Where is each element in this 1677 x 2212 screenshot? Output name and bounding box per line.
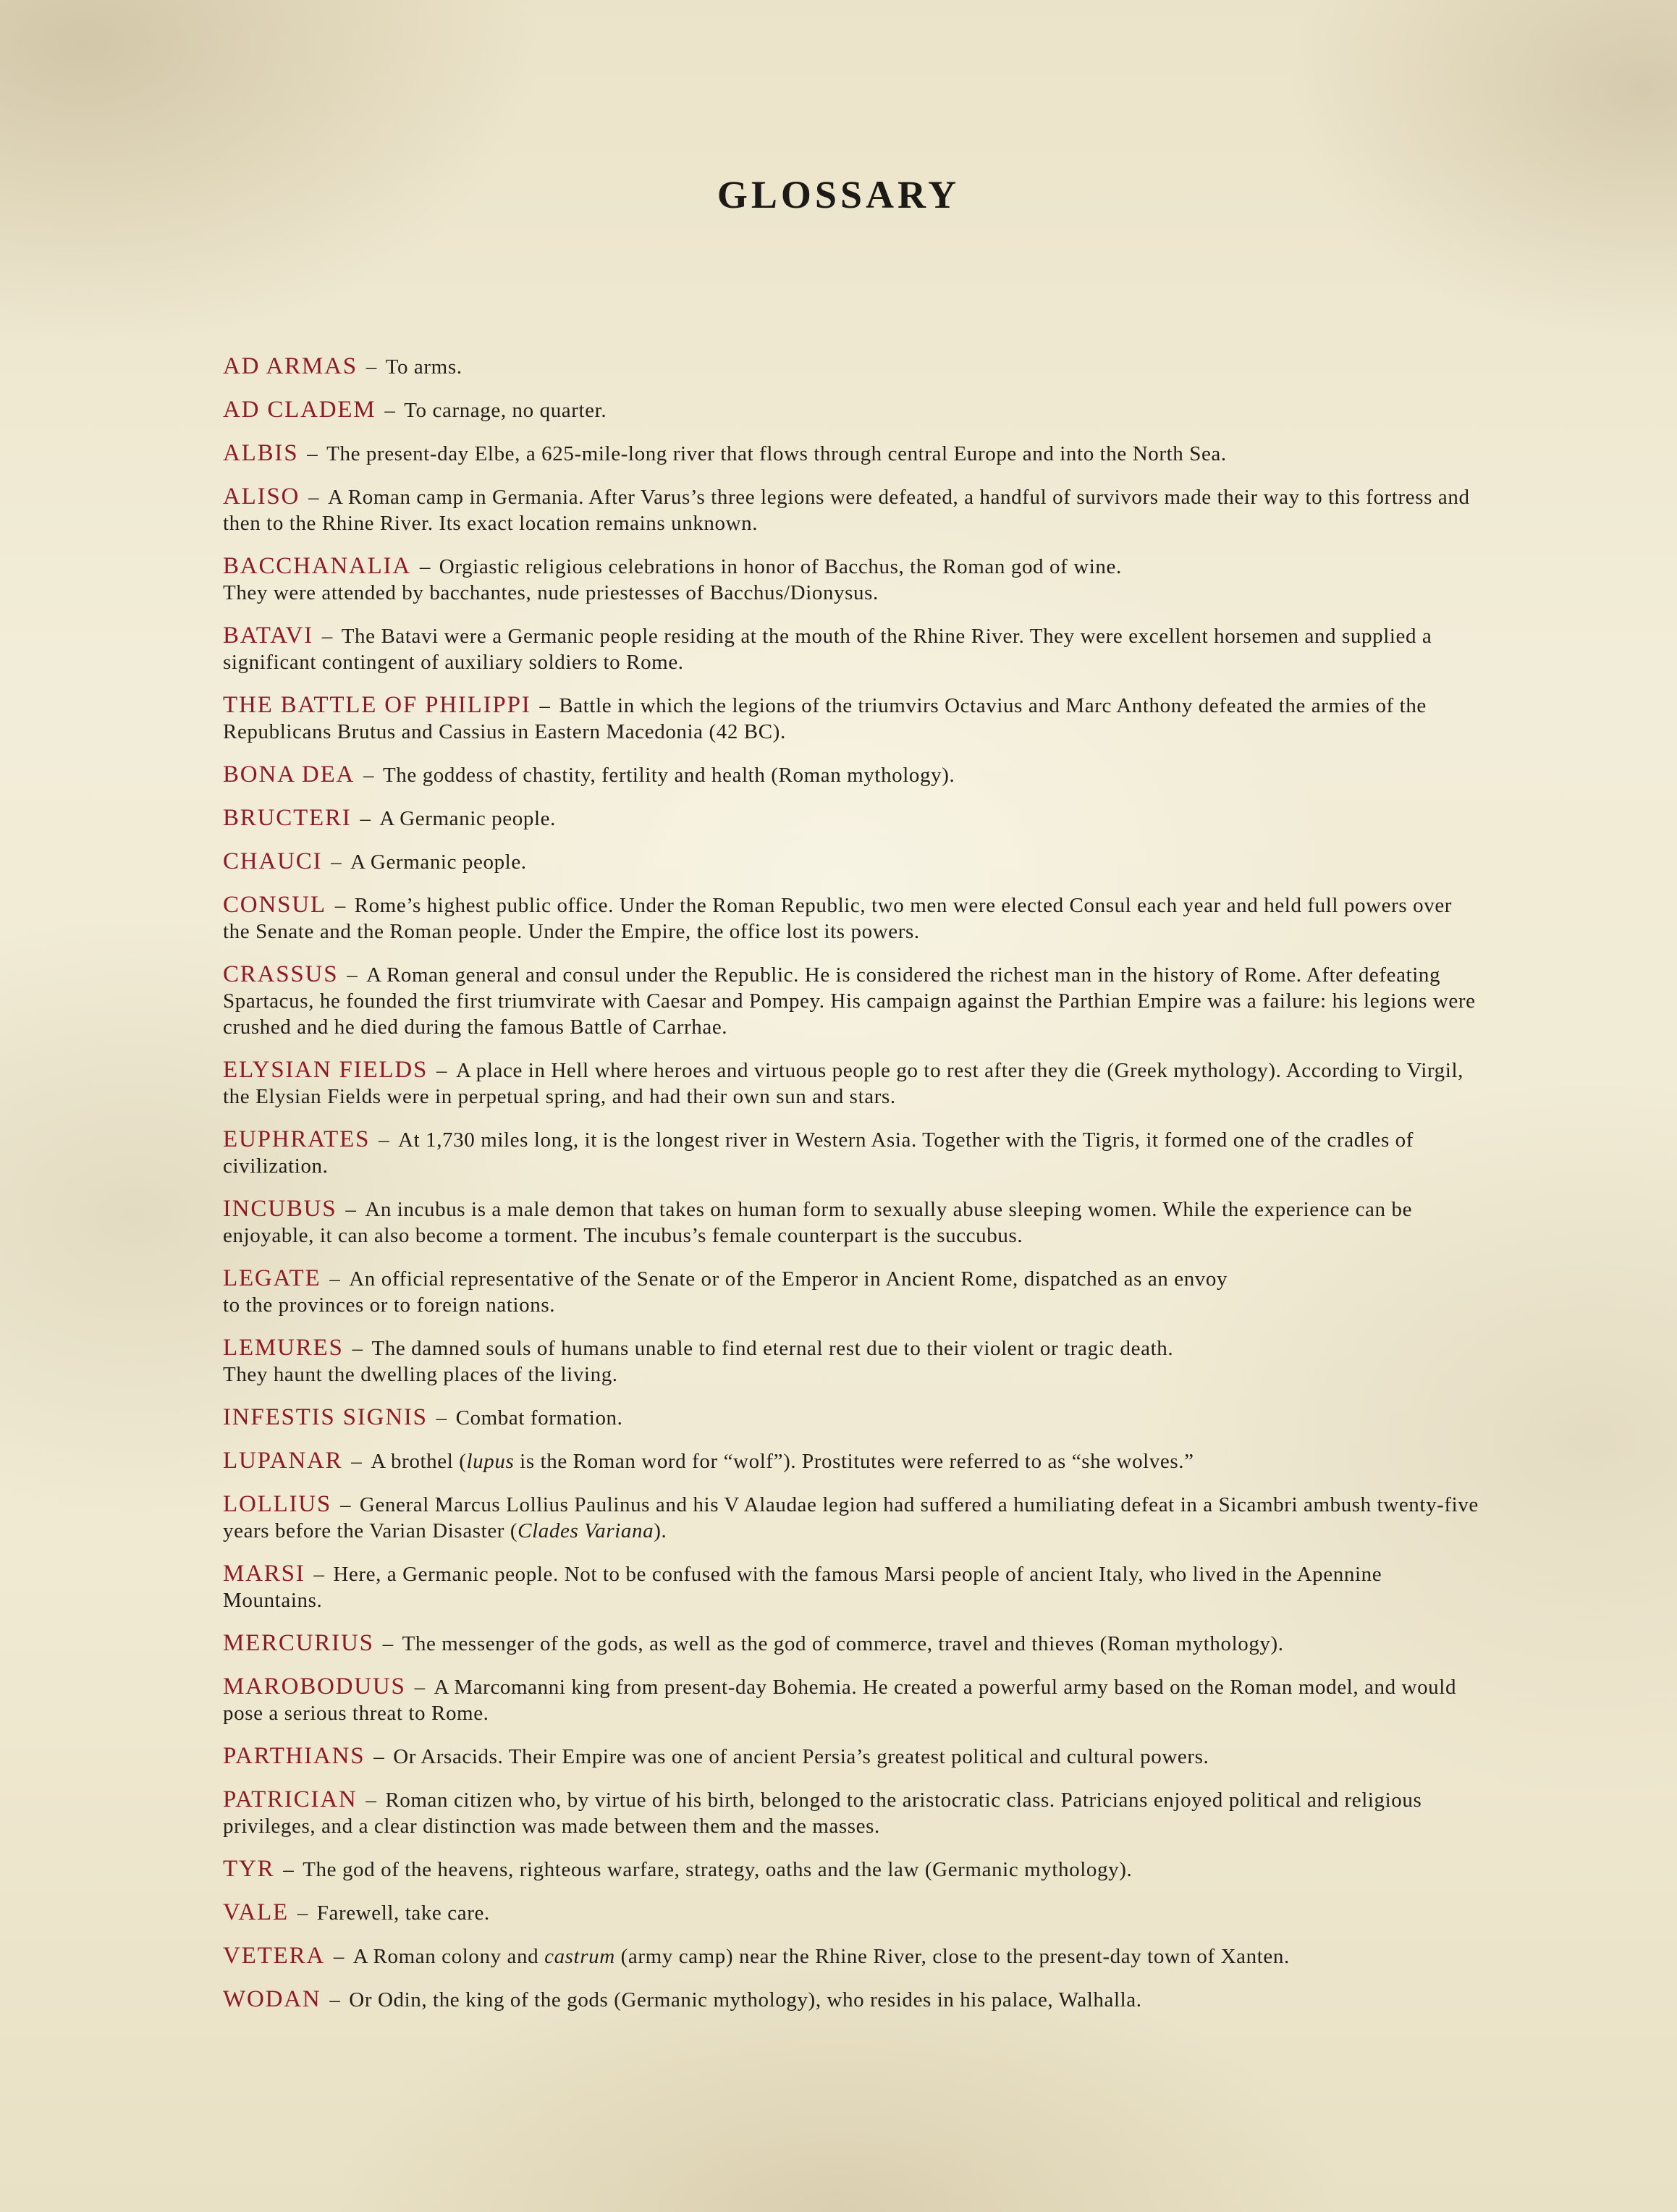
term-separator: –	[313, 1563, 331, 1586]
glossary-term: BACCHANALIA	[223, 553, 411, 579]
definition-text: The god of the heavens, righteous warfare, strategy, oaths and the law (Germanic mythology).	[303, 1858, 1133, 1881]
definition-text: Farewell, take care.	[316, 1901, 490, 1925]
definition-text: is the Roman word for “wolf”). Prostitutes were referred to as “she wolves.”	[514, 1450, 1194, 1473]
glossary-entry	[223, 484, 1482, 536]
definition-text: A Roman camp in Germania. After Varus’s three legions were defeated, a handful of survivors made their way to this fortress and then to the Rhine River. Its exact location remains unknown.	[223, 486, 1470, 535]
glossary-definition	[223, 1563, 1382, 1612]
definition-text: To carnage, no quarter.	[404, 399, 607, 422]
term-separator: –	[329, 1988, 347, 2012]
glossary-definition	[223, 1267, 1228, 1317]
definition-text: A Germanic people.	[350, 850, 527, 874]
glossary-term: ELYSIAN FIELDS	[223, 1057, 428, 1083]
glossary-definition	[223, 1789, 1422, 1838]
page-title: GLOSSARY	[717, 173, 960, 216]
glossary-term: ALBIS	[223, 440, 299, 466]
term-separator: –	[351, 1450, 368, 1473]
glossary-definition	[393, 1745, 1209, 1768]
definition-italic-text: Clades Variana	[518, 1519, 654, 1542]
glossary-definition	[223, 1676, 1456, 1725]
term-separator: –	[360, 807, 377, 830]
definition-text: At 1,730 miles long, it is the longest river in Western Asia. Together with the Tigris, it formed one of the cradles of civilization.	[223, 1128, 1414, 1178]
glossary-term: LOLLIUS	[223, 1491, 332, 1517]
definition-text: ).	[654, 1519, 667, 1542]
glossary-definition	[317, 1901, 490, 1925]
glossary-entry	[223, 1899, 1482, 1926]
definition-text: An official representative of the Senate or of the Emperor in Ancient Rome, dispatched as an envoy	[349, 1267, 1228, 1291]
definition-text: A Germanic people.	[379, 807, 556, 830]
glossary-term: AD CLADEM	[223, 397, 376, 423]
glossary-term: MARSI	[223, 1561, 305, 1587]
glossary-entry	[223, 1404, 1482, 1431]
term-separator: –	[345, 1198, 363, 1221]
definition-text: Combat formation.	[455, 1406, 623, 1430]
term-separator: –	[297, 1901, 314, 1925]
glossary-term: ALISO	[223, 484, 300, 510]
term-separator: –	[373, 1745, 391, 1768]
glossary-entry	[223, 1265, 1482, 1318]
glossary-definition	[223, 1128, 1414, 1178]
glossary-entry	[223, 1673, 1482, 1726]
glossary-definition	[371, 1450, 1194, 1473]
glossary-entry	[223, 1196, 1482, 1249]
glossary-definition	[223, 1198, 1412, 1247]
glossary-entry	[223, 1943, 1482, 1970]
glossary-entry	[223, 961, 1482, 1040]
glossary-term: LEMURES	[223, 1335, 344, 1361]
term-separator: –	[363, 764, 380, 787]
glossary-term: INCUBUS	[223, 1196, 337, 1222]
glossary-definition	[404, 399, 607, 422]
glossary-entry	[223, 1335, 1482, 1388]
term-separator: –	[539, 694, 557, 717]
glossary-entry	[223, 1491, 1482, 1544]
definition-text: Or Odin, the king of the gods (Germanic mythology), who resides in his palace, Walhalla.	[349, 1988, 1142, 2012]
glossary-entry	[223, 440, 1482, 467]
term-separator: –	[347, 963, 364, 987]
definition-text: An incubus is a male demon that takes on human form to sexually abuse sleeping women. While the experience can be enjoyable, it can also become a torment. The incubus’s female counterpart is the succubus.	[223, 1198, 1413, 1247]
glossary-definition	[456, 1406, 623, 1430]
glossary-entry	[223, 848, 1482, 875]
definition-text: Roman citizen who, by virtue of his birth, belonged to the aristocratic class. Patricians enjoyed political and religious privileges, and a clear distinction was made between them and the masses.	[223, 1789, 1422, 1838]
term-separator: –	[333, 1945, 350, 1968]
glossary-term: CHAUCI	[223, 848, 323, 874]
glossary-entry	[223, 1448, 1482, 1474]
glossary-definition	[223, 1493, 1479, 1542]
glossary-entry	[223, 1786, 1482, 1839]
glossary-definition	[223, 963, 1476, 1039]
glossary-term: BRUCTERI	[223, 805, 352, 831]
glossary-entry	[223, 805, 1482, 832]
definition-text: to the provinces or to foreign nations.	[223, 1293, 556, 1317]
term-separator: –	[382, 1632, 400, 1655]
definition-text: They were attended by bacchantes, nude priestesses of Bacchus/Dionysus.	[223, 581, 879, 604]
glossary-entry	[223, 1561, 1482, 1613]
term-separator: –	[283, 1858, 300, 1881]
term-separator: –	[366, 355, 383, 379]
definition-text: A Marcomanni king from present-day Bohemia. He created a powerful army based on the Roman model, and would pose a serious threat to Rome.	[223, 1676, 1457, 1725]
glossary-entry	[223, 1630, 1482, 1657]
glossary-term: EUPHRATES	[223, 1126, 371, 1152]
term-separator: –	[379, 1128, 396, 1152]
definition-text: The goddess of chastity, fertility and health (Roman mythology).	[382, 764, 955, 787]
glossary-definition	[402, 1632, 1284, 1655]
definition-text: Battle in which the legions of the triumvirs Octavius and Marc Anthony defeated the armies of the Republicans Brutus and Cassius in Eastern Macedonia (42 BC).	[223, 694, 1427, 743]
glossary-term: CRASSUS	[223, 961, 339, 987]
definition-text: To arms.	[385, 355, 462, 379]
glossary-term: LUPANAR	[223, 1448, 343, 1474]
glossary-entry	[223, 892, 1482, 945]
term-separator: –	[321, 625, 339, 648]
glossary-term: TYR	[223, 1856, 275, 1882]
term-separator: –	[329, 1267, 347, 1291]
term-separator: –	[307, 442, 324, 465]
glossary-term: CONSUL	[223, 892, 326, 918]
definition-italic-text: castrum	[544, 1945, 615, 1968]
glossary-term: INFESTIS SIGNIS	[223, 1404, 428, 1430]
definition-text: A brothel (	[371, 1450, 467, 1473]
glossary-entry	[223, 1057, 1482, 1110]
definition-text: The damned souls of humans unable to find eternal rest due to their violent or tragic death.	[371, 1337, 1174, 1360]
term-separator: –	[366, 1789, 383, 1812]
definition-italic-text: lupus	[466, 1450, 515, 1473]
glossary-entry	[223, 553, 1482, 606]
glossary-definition	[349, 1988, 1141, 2012]
term-separator: –	[436, 1406, 453, 1430]
glossary-term: BONA DEA	[223, 761, 355, 788]
term-separator: –	[436, 1059, 453, 1082]
glossary-term: VALE	[223, 1899, 289, 1925]
glossary-term: PARTHIANS	[223, 1743, 366, 1769]
glossary-definition	[353, 1945, 1290, 1968]
glossary-term: VETERA	[223, 1943, 325, 1969]
glossary-definition	[350, 850, 527, 874]
definition-text: A Roman general and consul under the Republic. He is considered the richest man in the history of Rome. After defeating Spartacus, he founded the first triumvirate with Caesar and Pompey. His campaign against the Parthian Empire was a failure: his legions were crushed and he died during the famous Battle of Carrhae.	[223, 963, 1476, 1039]
glossary-term: MERCURIUS	[223, 1630, 374, 1656]
definition-text: A place in Hell where heroes and virtuous people go to rest after they die (Greek mythology). According to Virgil, the Elysian Fields were in perpetual spring, and had their own sun and stars.	[223, 1059, 1463, 1108]
term-separator: –	[339, 1493, 357, 1516]
glossary-term: PATRICIAN	[223, 1786, 358, 1812]
glossary-definition	[223, 625, 1432, 674]
glossary-term: THE BATTLE OF PHILIPPI	[223, 692, 531, 718]
glossary-definition	[303, 1858, 1132, 1881]
term-separator: –	[331, 850, 348, 874]
glossary-term: WODAN	[223, 1986, 321, 2012]
glossary-entry	[223, 1126, 1482, 1179]
definition-text: They haunt the dwelling places of the living.	[223, 1363, 618, 1386]
term-separator: –	[352, 1337, 369, 1360]
definition-text: Here, a Germanic people. Not to be confused with the famous Marsi people of ancient Italy, who lived in the Apennine Mountains.	[223, 1563, 1382, 1612]
definition-text: Rome’s highest public office. Under the Roman Republic, two men were elected Consul each year and held full powers over the Senate and the Roman people. Under the Empire, the office lost its powers.	[223, 894, 1453, 943]
glossary-term: BATAVI	[223, 622, 313, 649]
definition-text: (army camp) near the Rhine River, close to the present-day town of Xanten.	[614, 1945, 1290, 1968]
term-separator: –	[384, 399, 402, 422]
glossary-term: MAROBODUUS	[223, 1673, 406, 1700]
definition-text: The messenger of the gods, as well as the god of commerce, travel and thieves (Roman mythology).	[402, 1632, 1284, 1655]
glossary-entry	[223, 397, 1482, 423]
definition-text: A Roman colony and	[352, 1945, 545, 1968]
glossary-entry	[223, 761, 1482, 788]
glossary-entry	[223, 1856, 1482, 1883]
definition-text: The present-day Elbe, a 625-mile-long river that flows through central Europe and into the North Sea.	[326, 442, 1227, 465]
glossary-entry	[223, 353, 1482, 380]
definition-text: The Batavi were a Germanic people residing at the mouth of the Rhine River. They were excellent horsemen and supplied a significant contingent of auxiliary soldiers to Rome.	[223, 625, 1432, 674]
term-separator: –	[334, 894, 352, 917]
glossary-definition	[386, 355, 462, 379]
definition-text: Orgiastic religious celebrations in honor of Bacchus, the Roman god of wine.	[439, 555, 1122, 578]
definition-text: Or Arsacids. Their Empire was one of ancient Persia’s greatest political and cultural powers.	[393, 1745, 1209, 1768]
term-separator: –	[419, 555, 436, 578]
glossary-definition	[223, 894, 1452, 943]
definition-text: General Marcus Lollius Paulinus and his V Alaudae legion had suffered a humiliating defeat in a Sicambri ambush twenty-five years before the Varian Disaster (	[223, 1493, 1479, 1542]
term-separator: –	[414, 1676, 431, 1699]
glossary-entry	[223, 1986, 1482, 2013]
term-separator: –	[308, 486, 325, 509]
glossary-list	[223, 353, 1482, 2030]
glossary-definition	[379, 807, 556, 830]
glossary-term: AD ARMAS	[223, 353, 358, 379]
glossary-term: LEGATE	[223, 1265, 321, 1291]
glossary-entry	[223, 1743, 1482, 1770]
glossary-definition	[223, 486, 1470, 535]
glossary-definition	[326, 442, 1227, 465]
glossary-entry	[223, 692, 1482, 745]
glossary-definition	[383, 764, 955, 787]
glossary-entry	[223, 622, 1482, 675]
